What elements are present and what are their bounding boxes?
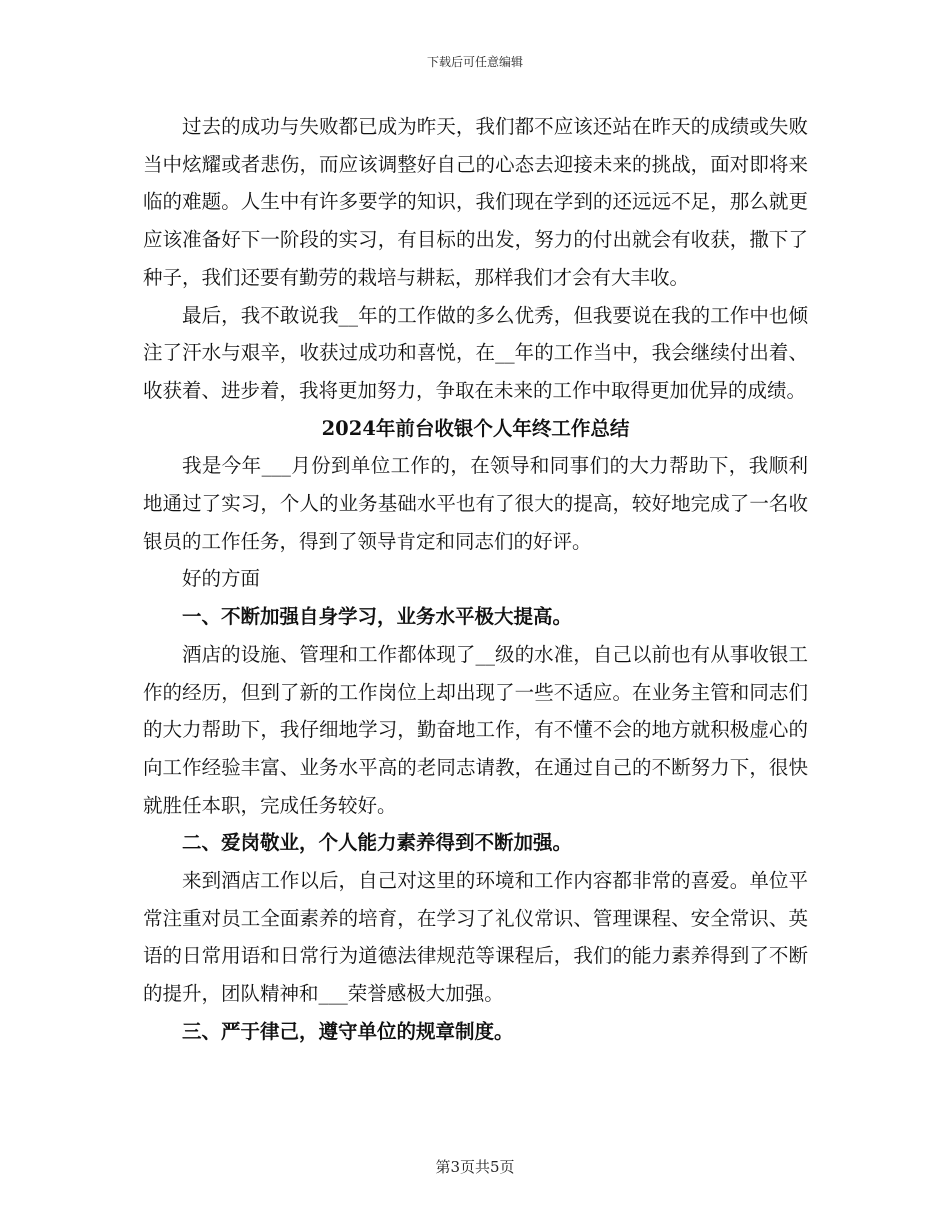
paragraph-past-success: 过去的成功与失败都已成为昨天，我们都不应该还站在昨天的成绩或失败当中炫耀或者悲伤，而应该调整好自己的心态去迎接未来的挑战，面对即将来临的难题。人生中有许多要学的知识，我们现在学到的还远远不足，那么就更应该准备好下一阶段的实习，有目标的出发，努力的付出就会有收获，撒下了种子，我们还要有勤劳的栽培与耕耘，那样我们才会有大丰收。 [143,115,808,289]
paragraph-finally: 最后，我不敢说我__年的工作做的多么优秀，但我要说在我的工作中也倾注了汗水与艰辛，收获过成功和喜悦，在__年的工作当中，我会继续付出着、收获着、进步着，我将更加努力，争取在未来的工作中取得更加优异的成绩。 [143,303,808,402]
paragraph-intro: 我是今年___月份到单位工作的，在领导和同事们的大力帮助下，我顺利地通过了实习，个人的业务基础水平也有了很大的提高，较好地完成了一名收银员的工作任务，得到了领导肯定和同志们的好评。 [143,454,808,553]
paragraph-learning: 酒店的设施、管理和工作都体现了__级的水准，自己以前也有从事收银工作的经历，但到了新的工作岗位上却出现了一些不适应。在业务主管和同志们的大力帮助下，我仔细地学习，勤奋地工作，有不懂不会的地方就积极虚心的向工作经验丰富、业务水平高的老同志请教，在通过自己的不断努力下，很快就胜任本职，完成任务较好。 [143,642,808,817]
heading-discipline: 三、严于律己，遵守单位的规章制度。 [182,1019,514,1043]
document-body [143,108,808,1051]
heading-dedication: 二、爱岗敬业，个人能力素养得到不断加强。 [182,831,573,855]
paragraph-good-aspects: 好的方面 [182,567,261,591]
section-title: 2024年前台收银个人年终工作总结 [321,416,630,440]
paragraph-dedication: 来到酒店工作以后，自己对这里的环境和工作内容都非常的喜爱。单位平常注重对员工全面素养的培育，在学习了礼仪常识、管理课程、安全常识、英语的日常用语和日常行为道德法律规范等课程后，我们的能力素养得到了不断的提升，团队精神和___荣誉感极大加强。 [143,869,808,1006]
page-number: 第3页共5页 [435,1158,515,1176]
heading-learning: 一、不断加强自身学习，业务水平极大提高。 [182,605,573,629]
header-note: 下载后可任意编辑 [426,55,523,69]
